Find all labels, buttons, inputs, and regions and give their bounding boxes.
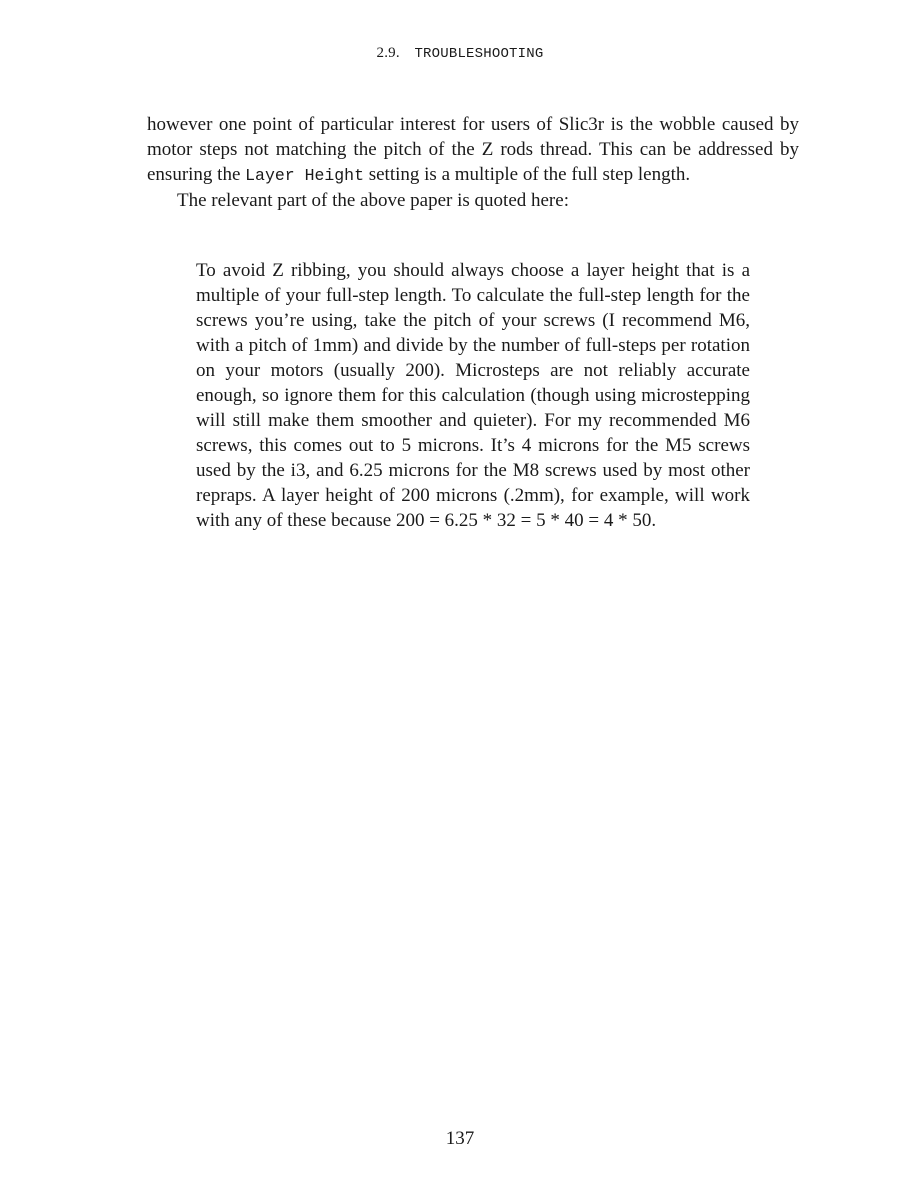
layer-height-code: Layer Height: [245, 166, 364, 185]
running-head: [0, 45, 920, 62]
section-number: 2.9.: [376, 45, 400, 61]
paragraph-1-text-before: however one point of particular interest for users of Slic3r is the wobble caused by motor steps not matching the pitch of the Z rods thread. This can be addressed by ensuring the: [147, 114, 799, 185]
body-text: [147, 112, 799, 213]
block-quote: [196, 258, 750, 533]
section-title: TROUBLESHOOTING: [414, 46, 544, 62]
paragraph-1: [147, 112, 799, 188]
paragraph-1-text-after: setting is a multiple of the full step length.: [363, 164, 691, 185]
paragraph-2: The relevant part of the above paper is quoted here:: [177, 190, 569, 211]
block-quote-text: To avoid Z ribbing, you should always choose a layer height that is a multiple of your full-step length. To calculate the full-step length for the screws you’re using, take the pitch of your screws (I recommend M6, with a pitch of 1mm) and divide by the number of full-steps per rotation on your motors (usually 200). Microsteps are not reliably accurate enough, so ignore them for this calculation (though using microstepping will still make them smoother and quieter). For my recommended M6 screws, this comes out to 5 microns. It’s 4 microns for the M5 screws used by the i3, and 6.25 microns for the M8 screws used by most other repraps. A layer height of 200 microns (.2mm), for example, will work with any of these because 200 = 6.25 * 32 = 5 * 40 = 4 * 50.: [196, 260, 750, 531]
page-number: 137: [445, 1128, 475, 1149]
